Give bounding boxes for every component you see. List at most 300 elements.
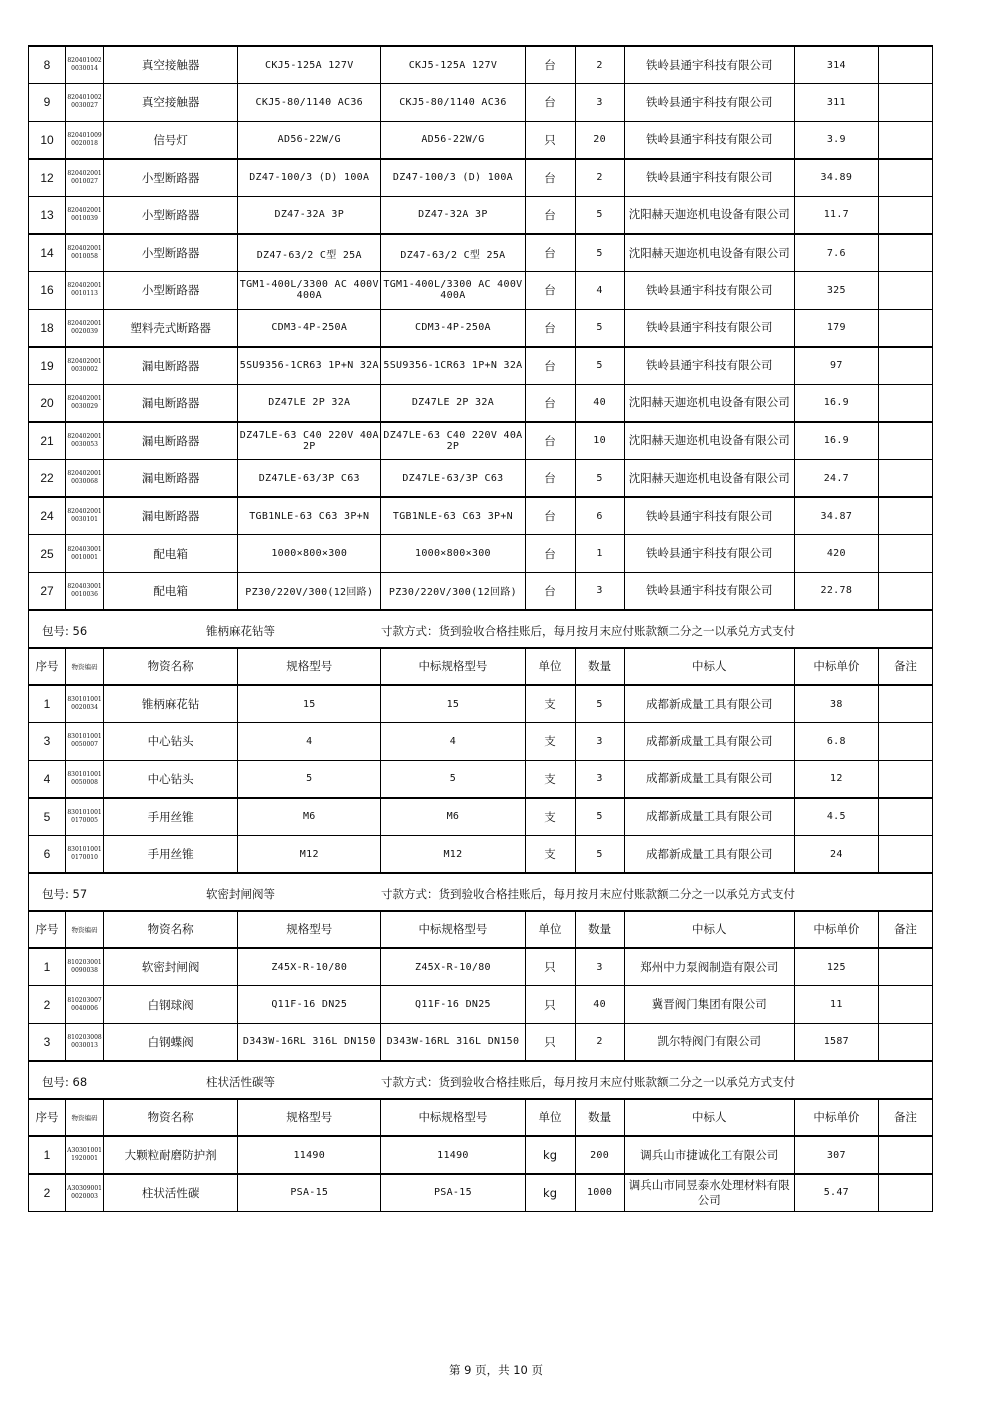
table-row bbox=[29, 685, 933, 723]
bid-spec-model-cell: TGM1-400L/3300 AC 400V 400A bbox=[381, 272, 525, 310]
spec-model-cell: DZ47LE-63/3P C63 bbox=[238, 460, 381, 498]
quantity-cell: 200 bbox=[575, 1136, 624, 1174]
winning-bidder-cell: 沈阳赫天迦迩机电设备有限公司 bbox=[624, 196, 794, 234]
unit-cell: 台 bbox=[525, 497, 575, 535]
unit-price-cell: 34.89 bbox=[794, 159, 878, 197]
remark-cell bbox=[878, 572, 932, 610]
quantity-cell: 2 bbox=[575, 46, 624, 84]
material-code-cell: 830101001 0050007 bbox=[66, 723, 104, 761]
material-code-cell: 810203008 0030013 bbox=[66, 1023, 104, 1061]
material-name-cell: 小型断路器 bbox=[104, 159, 238, 197]
quantity-cell: 5 bbox=[575, 234, 624, 272]
winning-bidder-cell: 铁岭县通宇科技有限公司 bbox=[624, 272, 794, 310]
quantity-cell: 40 bbox=[575, 986, 624, 1024]
bid-spec-model-header: 中标规格型号 bbox=[381, 911, 525, 949]
unit-cell: 只 bbox=[525, 986, 575, 1024]
unit-cell: 只 bbox=[525, 121, 575, 159]
spec-model-header: 规格型号 bbox=[238, 911, 381, 949]
unit-header: 单位 bbox=[525, 1099, 575, 1137]
material-code-cell: 810203001 0090038 bbox=[66, 948, 104, 986]
winning-bidder-cell: 铁岭县通宇科技有限公司 bbox=[624, 535, 794, 573]
material-code-cell: 820401002 0030027 bbox=[66, 84, 104, 122]
spec-model-cell: 11490 bbox=[238, 1136, 381, 1174]
row-number-cell: 25 bbox=[29, 535, 66, 573]
material-name-cell: 柱状活性碳 bbox=[104, 1174, 238, 1212]
winning-bidder-cell: 冀晋阀门集团有限公司 bbox=[624, 986, 794, 1024]
unit-price-cell: 34.87 bbox=[794, 497, 878, 535]
material-name-cell: 漏电断路器 bbox=[104, 460, 238, 498]
column-header-row bbox=[29, 1099, 933, 1137]
material-code-cell: 820401002 0030014 bbox=[66, 46, 104, 84]
table-row bbox=[29, 760, 933, 798]
remark-cell bbox=[878, 685, 932, 723]
remark-cell bbox=[878, 835, 932, 873]
quantity-cell: 1000 bbox=[575, 1174, 624, 1212]
spec-model-cell: PSA-15 bbox=[238, 1174, 381, 1212]
quantity-cell: 3 bbox=[575, 760, 624, 798]
quantity-header: 数量 bbox=[575, 1099, 624, 1137]
package-number: 包号: 57 bbox=[42, 887, 88, 902]
material-name-cell: 白钢球阀 bbox=[104, 986, 238, 1024]
unit-price-cell: 24.7 bbox=[794, 460, 878, 498]
table-row bbox=[29, 46, 933, 84]
table-row bbox=[29, 159, 933, 197]
spec-model-cell: D343W-16RL 316L DN150 bbox=[238, 1023, 381, 1061]
unit-price-cell: 5.47 bbox=[794, 1174, 878, 1212]
material-name-cell: 漏电断路器 bbox=[104, 422, 238, 460]
unit-cell: 支 bbox=[525, 798, 575, 836]
table-row bbox=[29, 798, 933, 836]
bid-spec-model-cell: AD56-22W/G bbox=[381, 121, 525, 159]
table-row bbox=[29, 572, 933, 610]
table-row bbox=[29, 422, 933, 460]
unit-cell: 支 bbox=[525, 760, 575, 798]
spec-model-cell: M6 bbox=[238, 798, 381, 836]
bid-spec-model-header: 中标规格型号 bbox=[381, 1099, 525, 1137]
unit-price-cell: 1587 bbox=[794, 1023, 878, 1061]
package-row bbox=[29, 610, 933, 648]
table-row bbox=[29, 535, 933, 573]
row-number-cell: 5 bbox=[29, 798, 66, 836]
material-code-cell: 820402001 0030002 bbox=[66, 347, 104, 385]
payment-terms: 寸款方式：货到验收合格挂账后，每月按月末应付账款额二分之一以承兑方式支付 bbox=[381, 887, 795, 902]
bid-spec-model-cell: D343W-16RL 316L DN150 bbox=[381, 1023, 525, 1061]
package-info bbox=[29, 610, 879, 648]
material-code-cell: 820402001 0010039 bbox=[66, 196, 104, 234]
remark-cell bbox=[878, 460, 932, 498]
unit-cell: 台 bbox=[525, 272, 575, 310]
winning-bidder-cell: 铁岭县通宇科技有限公司 bbox=[624, 497, 794, 535]
material-name-header: 物资名称 bbox=[104, 911, 238, 949]
unit-price-cell: 11 bbox=[794, 986, 878, 1024]
unit-cell: 台 bbox=[525, 384, 575, 422]
material-name-header: 物资名称 bbox=[104, 1099, 238, 1137]
row-number-cell: 10 bbox=[29, 121, 66, 159]
unit-price-cell: 7.6 bbox=[794, 234, 878, 272]
row-number-cell: 13 bbox=[29, 196, 66, 234]
remark-cell bbox=[878, 1174, 932, 1212]
material-name-cell: 锥柄麻花钻 bbox=[104, 685, 238, 723]
spec-model-cell: AD56-22W/G bbox=[238, 121, 381, 159]
unit-price-cell: 12 bbox=[794, 760, 878, 798]
unit-cell: kg bbox=[525, 1174, 575, 1212]
material-code-header: 物资编码 bbox=[66, 911, 104, 949]
remark-cell bbox=[878, 422, 932, 460]
quantity-header: 数量 bbox=[575, 648, 624, 686]
remark-cell bbox=[878, 760, 932, 798]
payment-terms: 寸款方式：货到验收合格挂账后，每月按月末应付账款额二分之一以承兑方式支付 bbox=[381, 623, 795, 638]
unit-cell: 台 bbox=[525, 46, 575, 84]
payment-terms: 寸款方式：货到验收合格挂账后，每月按月末应付账款额二分之一以承兑方式支付 bbox=[381, 1075, 795, 1090]
bid-spec-model-cell: M6 bbox=[381, 798, 525, 836]
row-number-cell: 3 bbox=[29, 723, 66, 761]
material-code-cell: 810203007 0040006 bbox=[66, 986, 104, 1024]
table-row bbox=[29, 986, 933, 1024]
unit-price-cell: 16.9 bbox=[794, 384, 878, 422]
bid-spec-model-cell: 11490 bbox=[381, 1136, 525, 1174]
quantity-cell: 4 bbox=[575, 272, 624, 310]
unit-cell: 台 bbox=[525, 234, 575, 272]
unit-price-cell: 97 bbox=[794, 347, 878, 385]
unit-cell: 台 bbox=[525, 84, 575, 122]
unit-cell: 台 bbox=[525, 572, 575, 610]
remark-cell bbox=[878, 384, 932, 422]
spec-model-cell: PZ30/220V/300(12回路) bbox=[238, 572, 381, 610]
bid-spec-model-cell: M12 bbox=[381, 835, 525, 873]
material-code-cell: 830101001 0020034 bbox=[66, 685, 104, 723]
row-number-cell: 21 bbox=[29, 422, 66, 460]
material-code-cell: 820402001 0010027 bbox=[66, 159, 104, 197]
package-remark-cell bbox=[878, 873, 932, 911]
bid-spec-model-cell: DZ47-100/3 (D) 100A bbox=[381, 159, 525, 197]
spec-model-cell: Z45X-R-10/80 bbox=[238, 948, 381, 986]
remark-cell bbox=[878, 986, 932, 1024]
quantity-cell: 20 bbox=[575, 121, 624, 159]
material-code-header: 物资编码 bbox=[66, 648, 104, 686]
row-number-cell: 20 bbox=[29, 384, 66, 422]
quantity-cell: 5 bbox=[575, 196, 624, 234]
row-number-cell: 2 bbox=[29, 1174, 66, 1212]
row-number-cell: 3 bbox=[29, 1023, 66, 1061]
quantity-cell: 3 bbox=[575, 723, 624, 761]
unit-price-cell: 311 bbox=[794, 84, 878, 122]
remark-cell bbox=[878, 1136, 932, 1174]
quantity-cell: 5 bbox=[575, 798, 624, 836]
unit-price-header: 中标单价 bbox=[794, 1099, 878, 1137]
table-row bbox=[29, 1174, 933, 1212]
winning-bidder-cell: 沈阳赫天迦迩机电设备有限公司 bbox=[624, 234, 794, 272]
row-number-cell: 19 bbox=[29, 347, 66, 385]
remark-cell bbox=[878, 84, 932, 122]
unit-cell: 台 bbox=[525, 196, 575, 234]
material-name-cell: 真空接触器 bbox=[104, 46, 238, 84]
remark-header: 备注 bbox=[878, 648, 932, 686]
winning-bidder-cell: 调兵山市捷诚化工有限公司 bbox=[624, 1136, 794, 1174]
material-name-cell: 信号灯 bbox=[104, 121, 238, 159]
quantity-cell: 2 bbox=[575, 159, 624, 197]
table-row bbox=[29, 1136, 933, 1174]
spec-model-cell: CKJ5-125A 127V bbox=[238, 46, 381, 84]
winning-bidder-cell: 沈阳赫天迦迩机电设备有限公司 bbox=[624, 460, 794, 498]
winning-bidder-cell: 铁岭县通宇科技有限公司 bbox=[624, 121, 794, 159]
material-code-cell: 820402001 0030101 bbox=[66, 497, 104, 535]
row-number-cell: 27 bbox=[29, 572, 66, 610]
bid-result-table bbox=[28, 45, 933, 1212]
winning-bidder-cell: 调兵山市同昱泰水处理材料有限公司 bbox=[624, 1174, 794, 1212]
bid-spec-model-cell: DZ47-32A 3P bbox=[381, 196, 525, 234]
winning-bidder-cell: 铁岭县通宇科技有限公司 bbox=[624, 84, 794, 122]
row-number-cell: 4 bbox=[29, 760, 66, 798]
quantity-cell: 2 bbox=[575, 1023, 624, 1061]
material-code-cell: 820402001 0020039 bbox=[66, 309, 104, 347]
unit-price-cell: 16.9 bbox=[794, 422, 878, 460]
material-name-cell: 漏电断路器 bbox=[104, 497, 238, 535]
table-row bbox=[29, 84, 933, 122]
material-name-cell: 手用丝锥 bbox=[104, 798, 238, 836]
spec-model-cell: TGM1-400L/3300 AC 400V 400A bbox=[238, 272, 381, 310]
table-row bbox=[29, 1023, 933, 1061]
winning-bidder-cell: 成都新成量工具有限公司 bbox=[624, 798, 794, 836]
winning-bidder-cell: 沈阳赫天迦迩机电设备有限公司 bbox=[624, 384, 794, 422]
unit-price-cell: 3.9 bbox=[794, 121, 878, 159]
spec-model-cell: DZ47LE 2P 32A bbox=[238, 384, 381, 422]
material-code-cell: A30301001 1920001 bbox=[66, 1136, 104, 1174]
winning-bidder-cell: 铁岭县通宇科技有限公司 bbox=[624, 572, 794, 610]
page-footer: 第 9 页，共 10 页 bbox=[448, 1363, 544, 1377]
bid-spec-model-cell: 1000×800×300 bbox=[381, 535, 525, 573]
table-row bbox=[29, 196, 933, 234]
remark-header: 备注 bbox=[878, 911, 932, 949]
quantity-cell: 5 bbox=[575, 347, 624, 385]
row-number-cell: 8 bbox=[29, 46, 66, 84]
material-name-cell: 中心钻头 bbox=[104, 760, 238, 798]
spec-model-cell: DZ47-32A 3P bbox=[238, 196, 381, 234]
table-row bbox=[29, 309, 933, 347]
unit-cell: 台 bbox=[525, 309, 575, 347]
bid-spec-model-cell: 4 bbox=[381, 723, 525, 761]
winning-bidder-cell: 凯尔特阀门有限公司 bbox=[624, 1023, 794, 1061]
bid-spec-model-cell: 15 bbox=[381, 685, 525, 723]
table-row bbox=[29, 234, 933, 272]
bid-spec-model-cell: 5SU9356-1CR63 1P+N 32A bbox=[381, 347, 525, 385]
unit-cell: 台 bbox=[525, 535, 575, 573]
table-row bbox=[29, 460, 933, 498]
material-code-cell: 830101001 0170010 bbox=[66, 835, 104, 873]
unit-cell: 台 bbox=[525, 460, 575, 498]
quantity-cell: 5 bbox=[575, 835, 624, 873]
quantity-cell: 3 bbox=[575, 572, 624, 610]
row-number-cell: 1 bbox=[29, 685, 66, 723]
table-row bbox=[29, 497, 933, 535]
bid-spec-model-cell: 5 bbox=[381, 760, 525, 798]
material-name-cell: 手用丝锥 bbox=[104, 835, 238, 873]
package-number: 包号: 56 bbox=[42, 623, 88, 638]
winning-bidder-cell: 沈阳赫天迦迩机电设备有限公司 bbox=[624, 422, 794, 460]
remark-cell bbox=[878, 347, 932, 385]
material-code-cell: 820402001 0030068 bbox=[66, 460, 104, 498]
package-name: 软密封闸阀等 bbox=[206, 887, 275, 902]
bid-spec-model-cell: TGB1NLE-63 C63 3P+N bbox=[381, 497, 525, 535]
winning-bidder-cell: 铁岭县通宇科技有限公司 bbox=[624, 46, 794, 84]
material-code-cell: 820403001 0010001 bbox=[66, 535, 104, 573]
bid-spec-model-cell: CDM3-4P-250A bbox=[381, 309, 525, 347]
row-number-cell: 12 bbox=[29, 159, 66, 197]
unit-price-cell: 179 bbox=[794, 309, 878, 347]
material-name-header: 物资名称 bbox=[104, 648, 238, 686]
winning-bidder-cell: 铁岭县通宇科技有限公司 bbox=[624, 309, 794, 347]
unit-price-cell: 420 bbox=[794, 535, 878, 573]
bid-spec-model-cell: Z45X-R-10/80 bbox=[381, 948, 525, 986]
material-code-cell: 820403001 0010036 bbox=[66, 572, 104, 610]
row-number-cell: 24 bbox=[29, 497, 66, 535]
row-number-cell: 1 bbox=[29, 1136, 66, 1174]
unit-price-cell: 38 bbox=[794, 685, 878, 723]
unit-price-cell: 6.8 bbox=[794, 723, 878, 761]
spec-model-cell: DZ47-63/2 C型 25A bbox=[238, 234, 381, 272]
unit-price-cell: 4.5 bbox=[794, 798, 878, 836]
winning-bidder-cell: 成都新成量工具有限公司 bbox=[624, 723, 794, 761]
unit-price-cell: 22.78 bbox=[794, 572, 878, 610]
material-name-cell: 小型断路器 bbox=[104, 272, 238, 310]
package-info bbox=[29, 873, 879, 911]
material-name-cell: 软密封闸阀 bbox=[104, 948, 238, 986]
unit-price-header: 中标单价 bbox=[794, 911, 878, 949]
spec-model-header: 规格型号 bbox=[238, 1099, 381, 1137]
quantity-header: 数量 bbox=[575, 911, 624, 949]
unit-cell: 支 bbox=[525, 835, 575, 873]
unit-cell: 台 bbox=[525, 159, 575, 197]
remark-cell bbox=[878, 309, 932, 347]
winning-bidder-cell: 铁岭县通宇科技有限公司 bbox=[624, 159, 794, 197]
unit-cell: 支 bbox=[525, 685, 575, 723]
package-number: 包号: 68 bbox=[42, 1075, 88, 1090]
table-row bbox=[29, 948, 933, 986]
unit-cell: 台 bbox=[525, 347, 575, 385]
material-name-cell: 白钢蝶阀 bbox=[104, 1023, 238, 1061]
row-number-cell: 9 bbox=[29, 84, 66, 122]
quantity-cell: 6 bbox=[575, 497, 624, 535]
row-number-cell: 22 bbox=[29, 460, 66, 498]
row-number-cell: 16 bbox=[29, 272, 66, 310]
unit-cell: 只 bbox=[525, 1023, 575, 1061]
row-number-cell: 18 bbox=[29, 309, 66, 347]
material-code-cell: 820402001 0010058 bbox=[66, 234, 104, 272]
row-number-header: 序号 bbox=[29, 911, 66, 949]
row-number-cell: 1 bbox=[29, 948, 66, 986]
package-name: 锥柄麻花钻等 bbox=[206, 623, 275, 638]
spec-model-cell: 5SU9356-1CR63 1P+N 32A bbox=[238, 347, 381, 385]
unit-price-header: 中标单价 bbox=[794, 648, 878, 686]
winning-bidder-header: 中标人 bbox=[624, 648, 794, 686]
spec-model-cell: 5 bbox=[238, 760, 381, 798]
quantity-cell: 40 bbox=[575, 384, 624, 422]
unit-cell: 支 bbox=[525, 723, 575, 761]
material-code-cell: 830101001 0170005 bbox=[66, 798, 104, 836]
unit-price-cell: 11.7 bbox=[794, 196, 878, 234]
material-name-cell: 漏电断路器 bbox=[104, 384, 238, 422]
remark-cell bbox=[878, 272, 932, 310]
spec-model-cell: DZ47-100/3 (D) 100A bbox=[238, 159, 381, 197]
remark-cell bbox=[878, 798, 932, 836]
winning-bidder-cell: 铁岭县通宇科技有限公司 bbox=[624, 347, 794, 385]
spec-model-cell: DZ47LE-63 C40 220V 40A 2P bbox=[238, 422, 381, 460]
package-row bbox=[29, 873, 933, 911]
bid-spec-model-header: 中标规格型号 bbox=[381, 648, 525, 686]
row-number-cell: 14 bbox=[29, 234, 66, 272]
material-code-cell: A30309001 0020003 bbox=[66, 1174, 104, 1212]
table-row bbox=[29, 835, 933, 873]
spec-model-cell: M12 bbox=[238, 835, 381, 873]
material-name-cell: 小型断路器 bbox=[104, 234, 238, 272]
unit-cell: 只 bbox=[525, 948, 575, 986]
spec-model-cell: 4 bbox=[238, 723, 381, 761]
quantity-cell: 3 bbox=[575, 84, 624, 122]
remark-cell bbox=[878, 234, 932, 272]
package-row bbox=[29, 1061, 933, 1099]
unit-header: 单位 bbox=[525, 911, 575, 949]
unit-price-cell: 314 bbox=[794, 46, 878, 84]
column-header-row bbox=[29, 911, 933, 949]
quantity-cell: 5 bbox=[575, 460, 624, 498]
table-row bbox=[29, 723, 933, 761]
remark-cell bbox=[878, 1023, 932, 1061]
bid-spec-model-cell: Q11F-16 DN25 bbox=[381, 986, 525, 1024]
quantity-cell: 10 bbox=[575, 422, 624, 460]
spec-model-cell: TGB1NLE-63 C63 3P+N bbox=[238, 497, 381, 535]
quantity-cell: 3 bbox=[575, 948, 624, 986]
table-row bbox=[29, 384, 933, 422]
unit-price-cell: 24 bbox=[794, 835, 878, 873]
quantity-cell: 1 bbox=[575, 535, 624, 573]
material-name-cell: 漏电断路器 bbox=[104, 347, 238, 385]
row-number-header: 序号 bbox=[29, 1099, 66, 1137]
row-number-cell: 6 bbox=[29, 835, 66, 873]
spec-model-header: 规格型号 bbox=[238, 648, 381, 686]
unit-cell: 台 bbox=[525, 422, 575, 460]
remark-cell bbox=[878, 121, 932, 159]
material-code-cell: 820401009 0020018 bbox=[66, 121, 104, 159]
remark-cell bbox=[878, 46, 932, 84]
winning-bidder-header: 中标人 bbox=[624, 911, 794, 949]
bid-spec-model-cell: PSA-15 bbox=[381, 1174, 525, 1212]
table-body bbox=[29, 46, 933, 1211]
package-remark-cell bbox=[878, 1061, 932, 1099]
bid-spec-model-cell: CKJ5-125A 127V bbox=[381, 46, 525, 84]
unit-price-cell: 125 bbox=[794, 948, 878, 986]
material-name-cell: 大颗粒耐磨防护剂 bbox=[104, 1136, 238, 1174]
row-number-cell: 2 bbox=[29, 986, 66, 1024]
remark-cell bbox=[878, 497, 932, 535]
material-name-cell: 塑料壳式断路器 bbox=[104, 309, 238, 347]
bid-spec-model-cell: DZ47LE 2P 32A bbox=[381, 384, 525, 422]
quantity-cell: 5 bbox=[575, 685, 624, 723]
spec-model-cell: 15 bbox=[238, 685, 381, 723]
remark-header: 备注 bbox=[878, 1099, 932, 1137]
bid-spec-model-cell: DZ47LE-63/3P C63 bbox=[381, 460, 525, 498]
package-info bbox=[29, 1061, 879, 1099]
winning-bidder-cell: 成都新成量工具有限公司 bbox=[624, 835, 794, 873]
material-name-cell: 中心钻头 bbox=[104, 723, 238, 761]
spec-model-cell: 1000×800×300 bbox=[238, 535, 381, 573]
remark-cell bbox=[878, 196, 932, 234]
remark-cell bbox=[878, 535, 932, 573]
unit-header: 单位 bbox=[525, 648, 575, 686]
winning-bidder-header: 中标人 bbox=[624, 1099, 794, 1137]
quantity-cell: 5 bbox=[575, 309, 624, 347]
material-name-cell: 配电箱 bbox=[104, 572, 238, 610]
remark-cell bbox=[878, 948, 932, 986]
spec-model-cell: CDM3-4P-250A bbox=[238, 309, 381, 347]
